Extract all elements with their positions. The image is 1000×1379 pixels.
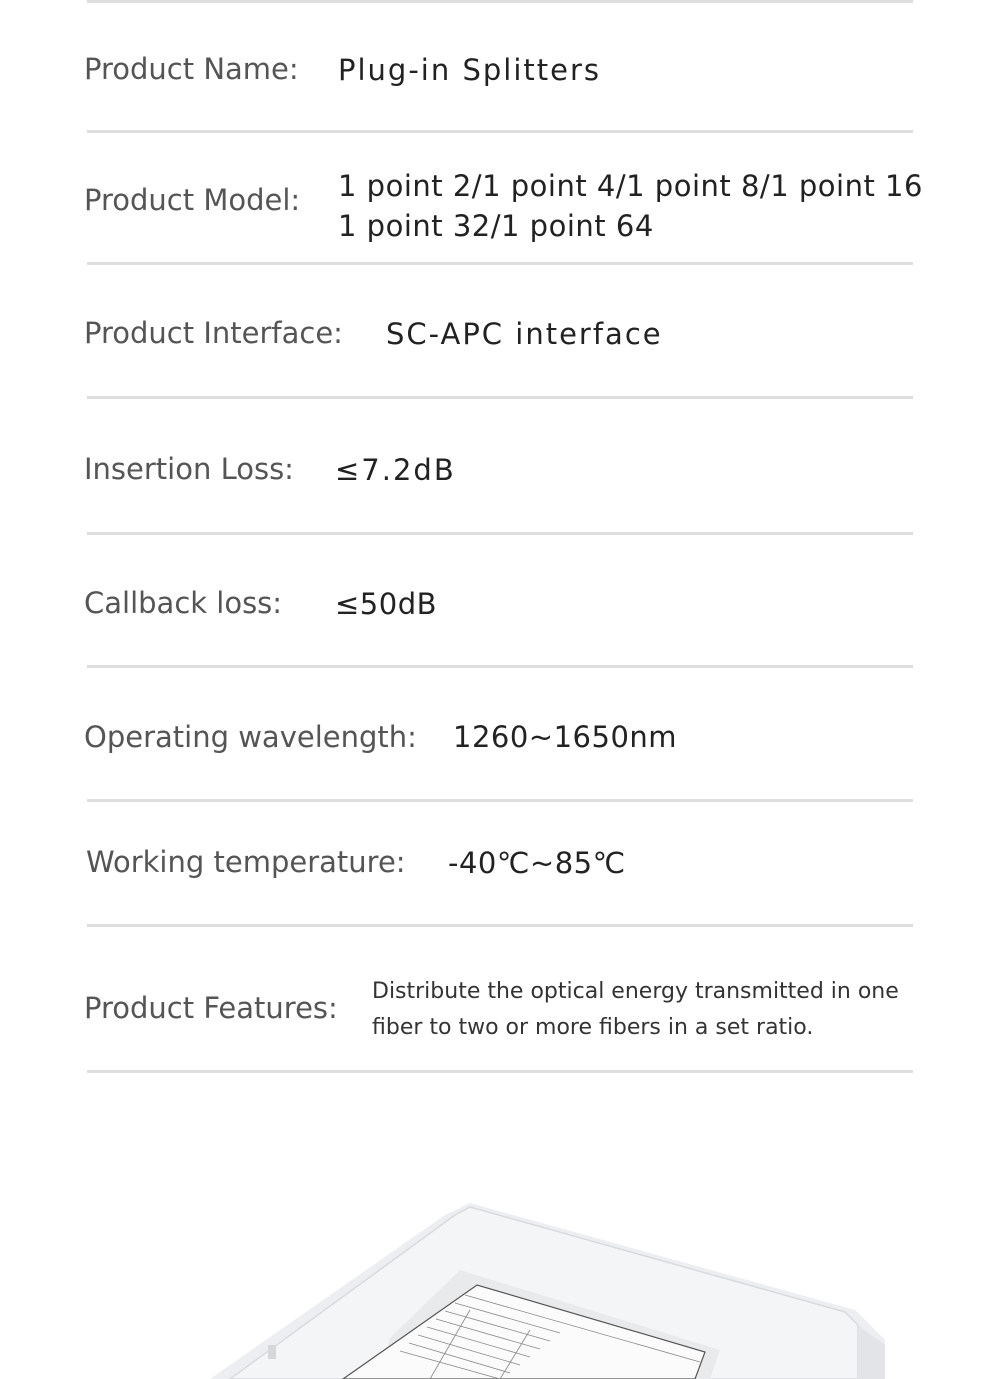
spec-value: 1260~1650nm — [453, 720, 678, 754]
spec-value: SC-APC interface — [386, 317, 663, 351]
spec-value: 1 point 32/1 point 64 — [338, 209, 654, 243]
product-photo-splitter — [0, 1180, 1000, 1379]
divider — [87, 799, 913, 802]
spec-label: Product Interface: — [84, 316, 343, 350]
spec-label: Product Features: — [84, 991, 338, 1025]
spec-value: fiber to two or more fibers in a set ratio. — [372, 1015, 814, 1040]
divider — [87, 1070, 913, 1073]
divider — [87, 924, 913, 927]
divider — [87, 130, 913, 133]
spec-value: ≤7.2dB — [335, 453, 456, 487]
spec-label: Callback loss: — [84, 586, 283, 620]
spec-label: Product Model: — [84, 183, 301, 217]
divider — [87, 396, 913, 399]
spec-label: Product Name: — [84, 52, 299, 86]
spec-value: ≤50dB — [335, 587, 438, 621]
spec-label: Working temperature: — [86, 845, 406, 879]
spec-value: Distribute the optical energy transmitted in one — [372, 979, 899, 1004]
divider — [87, 262, 913, 265]
divider — [87, 0, 913, 3]
divider — [87, 665, 913, 668]
spec-label: Insertion Loss: — [84, 452, 294, 486]
spec-label: Operating wavelength: — [84, 720, 417, 754]
spec-value: 1 point 2/1 point 4/1 point 8/1 point 16 — [338, 169, 923, 203]
spec-value: Plug-in Splitters — [338, 53, 601, 87]
spec-value: -40℃~85℃ — [448, 846, 626, 880]
divider — [87, 532, 913, 535]
